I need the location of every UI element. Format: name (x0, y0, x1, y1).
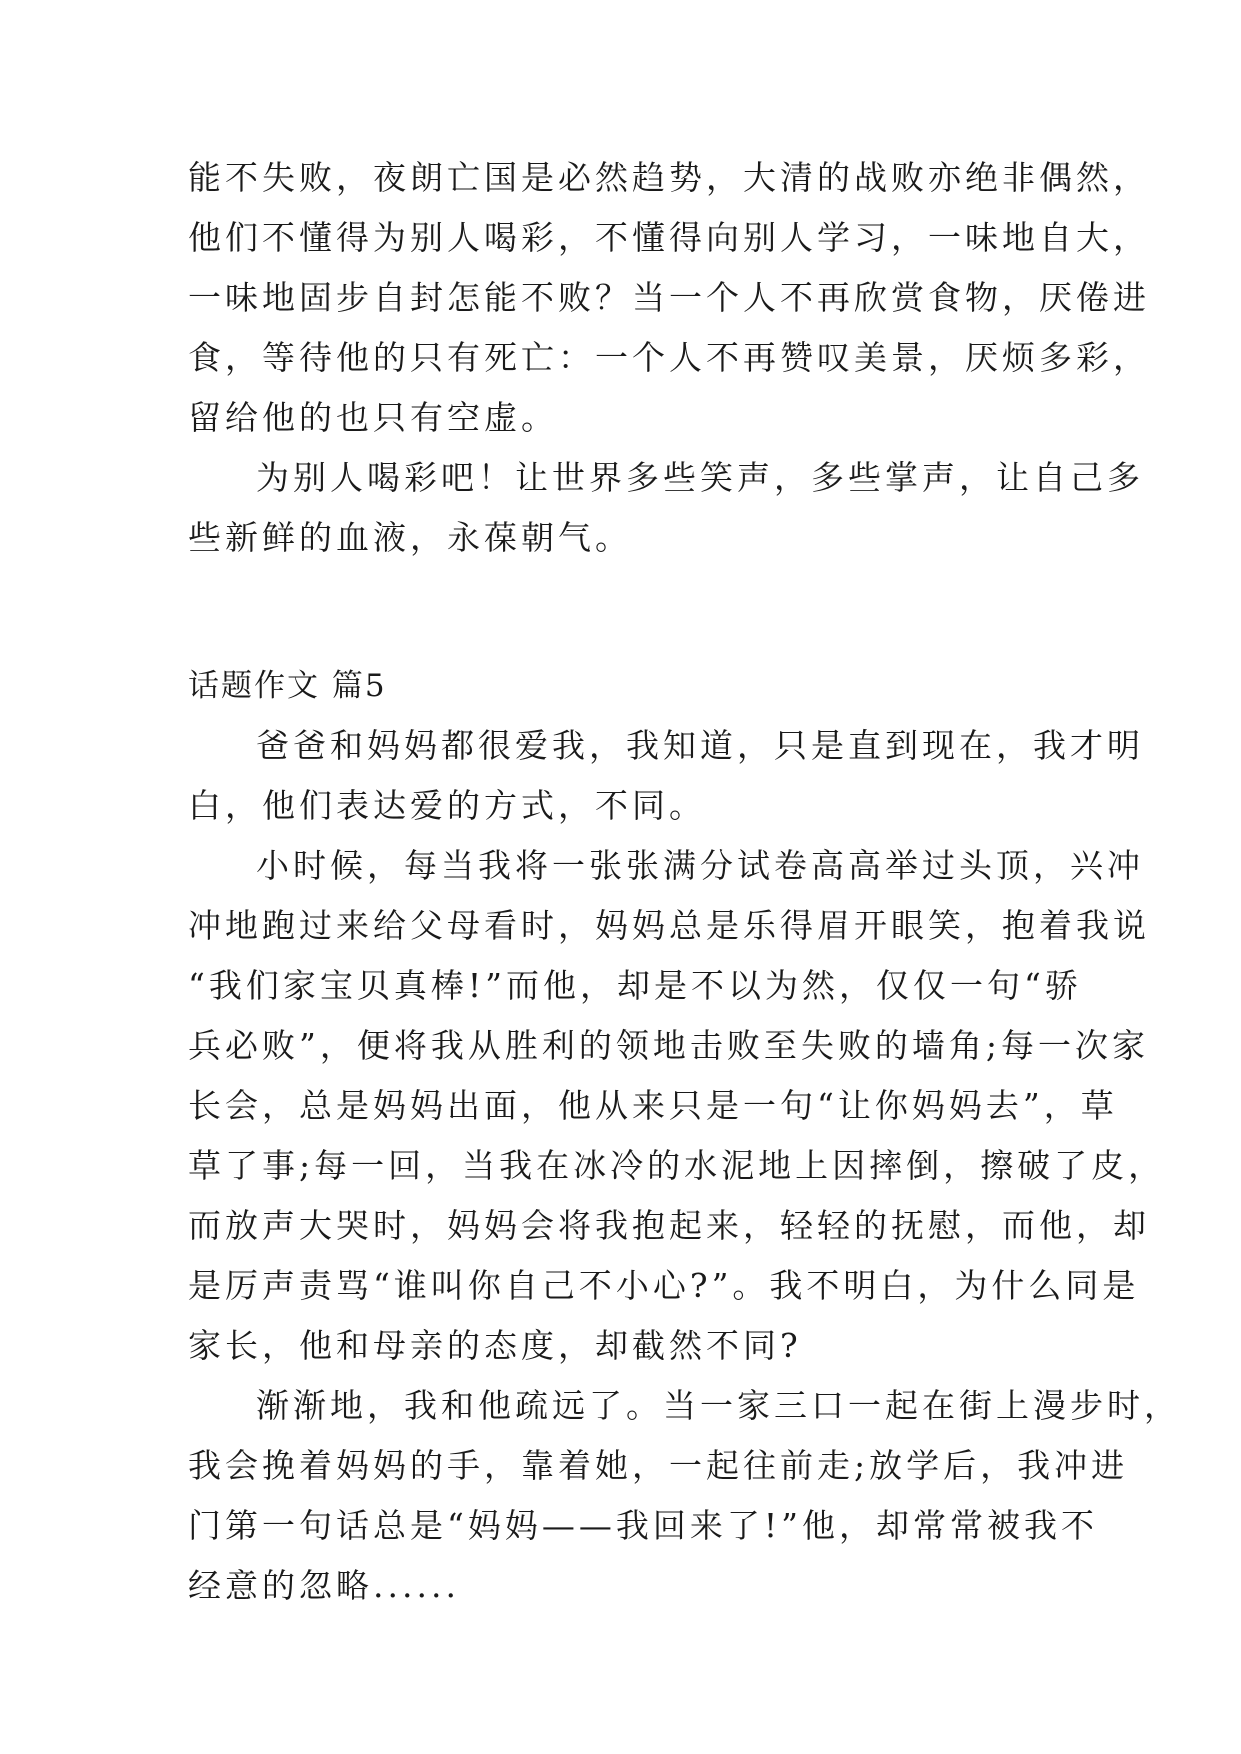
text-line: 经意的忽略...... (188, 1566, 460, 1605)
text-line: 我会挽着妈妈的手，靠着她，一起往前走;放学后，我冲进 (188, 1446, 1129, 1485)
text-line: 留给他的也只有空虚。 (188, 398, 558, 437)
text-line: 食，等待他的只有死亡：一个人不再赞叹美景，厌烦多彩， (188, 338, 1150, 377)
paragraph (188, 1376, 1181, 1616)
text-line: 冲地跑过来给父母看时，妈妈总是乐得眉开眼笑，抱着我说 (188, 906, 1150, 945)
text-line: 为别人喝彩吧！让世界多些笑声，多些掌声，让自己多 (256, 458, 1144, 497)
text-line: 草了事;每一回，当我在冰冷的水泥地上因摔倒，擦破了皮， (188, 1146, 1166, 1185)
text-line: 能不失败，夜朗亡国是必然趋势，大清的战败亦绝非偶然， (188, 158, 1150, 197)
section-spacer (188, 568, 1068, 656)
text-line: 渐渐地，我和他疏远了。当一家三口一起在街上漫步时， (256, 1386, 1181, 1425)
text-line: 门第一句话总是“妈妈——我回来了!”他，却常常被我不 (188, 1506, 1099, 1545)
text-line: 是厉声责骂“谁叫你自己不小心?”。我不明白，为什么同是 (188, 1266, 1140, 1305)
text-line: 白，他们表达爱的方式，不同。 (188, 786, 706, 825)
paragraph (188, 148, 1150, 448)
paragraph (188, 716, 1144, 836)
text-line: 爸爸和妈妈都很爱我，我知道，只是直到现在，我才明 (256, 726, 1144, 765)
text-line: 长会，总是妈妈出面，他从来只是一句“让你妈妈去”，草 (188, 1086, 1118, 1125)
text-line: 他们不懂得为别人喝彩，不懂得向别人学习，一味地自大， (188, 218, 1150, 257)
text-line: 小时候，每当我将一张张满分试卷高高举过头顶，兴冲 (256, 846, 1144, 885)
paragraph (188, 836, 1166, 1376)
section-heading: 话题作文 篇5 (188, 668, 387, 704)
paragraph (188, 448, 1144, 568)
text-line: 兵必败”，便将我从胜利的领地击败至失败的墙角;每一次家 (188, 1026, 1149, 1065)
text-line: 家长，他和母亲的态度，却截然不同? (188, 1326, 802, 1365)
text-line: “我们家宝贝真棒!”而他，却是不以为然，仅仅一句“骄 (188, 966, 1082, 1005)
text-line: 一味地固步自封怎能不败？当一个人不再欣赏食物，厌倦进 (188, 278, 1150, 317)
document-page (188, 148, 1181, 1616)
text-line: 些新鲜的血液，永葆朝气。 (188, 518, 632, 557)
text-line: 而放声大哭时，妈妈会将我抱起来，轻轻的抚慰，而他，却 (188, 1206, 1150, 1245)
